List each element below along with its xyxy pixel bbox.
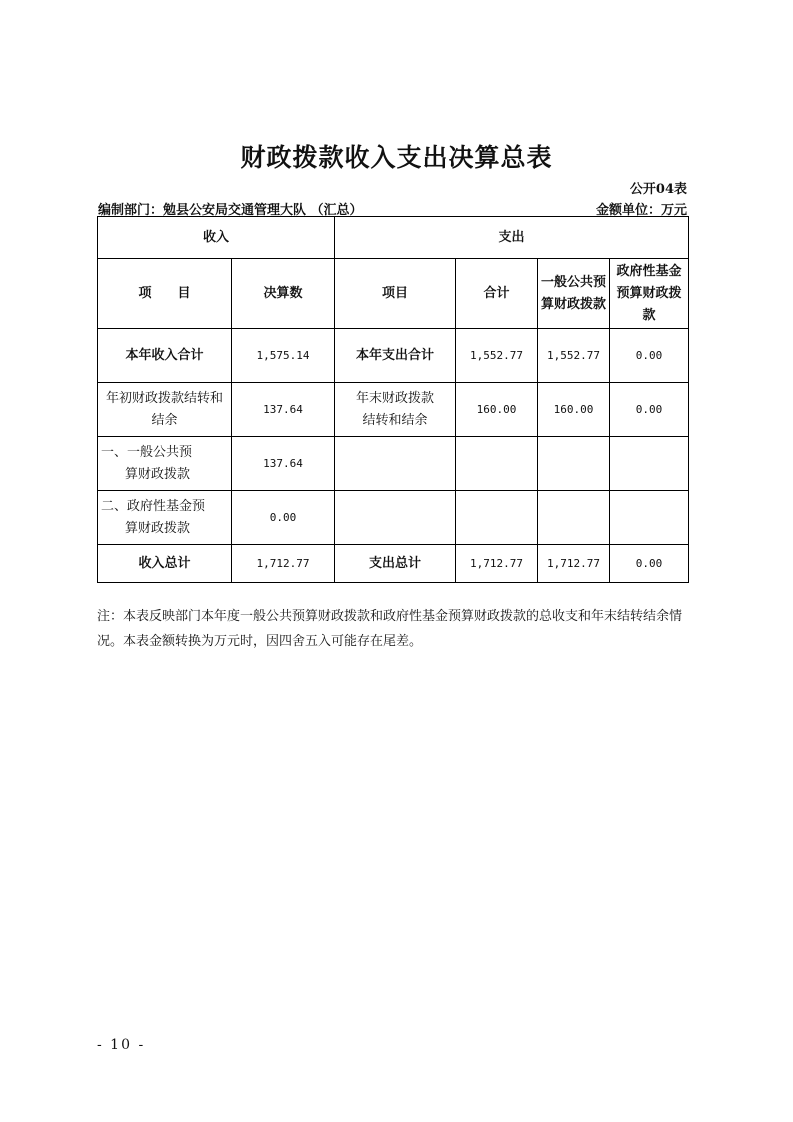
column-header-row [98, 259, 689, 329]
section-header-row [98, 217, 689, 259]
income-amount: 1,575.14 [232, 329, 335, 383]
gov-fund-amount: 0.00 [610, 329, 689, 383]
page-number: - 10 - [97, 1037, 146, 1053]
expense-item-line2: 结转和结余 [362, 412, 428, 428]
row-label-line1: 一、一般公共预 [101, 444, 193, 460]
income-amount: 0.00 [232, 491, 335, 545]
col-income-item: 项 目 [98, 259, 232, 329]
empty-cell [538, 491, 610, 545]
empty-cell [335, 491, 456, 545]
empty-cell [456, 491, 538, 545]
row-label: 年初财政拨款结转和结余 [98, 383, 232, 437]
total-amount: 1,552.77 [456, 329, 538, 383]
total-amount: 1,712.77 [456, 545, 538, 583]
form-number: 公开04表 [629, 182, 687, 197]
empty-cell [610, 437, 689, 491]
col-gov-fund: 政府性基金预算财政拨款 [610, 259, 689, 329]
row-label [98, 491, 232, 545]
page-title: 财政拨款收入支出决算总表 [240, 143, 553, 172]
expense-item: 本年支出合计 [335, 329, 456, 383]
expense-item: 支出总计 [335, 545, 456, 583]
row-label: 收入总计 [98, 545, 232, 583]
budget-table [97, 216, 689, 583]
empty-cell [335, 437, 456, 491]
expense-header: 支出 [335, 217, 689, 259]
general-amount: 1,552.77 [538, 329, 610, 383]
income-amount: 1,712.77 [232, 545, 335, 583]
row-label [98, 437, 232, 491]
table-row [98, 329, 689, 383]
row-label: 本年收入合计 [98, 329, 232, 383]
table-row [98, 383, 689, 437]
empty-cell [456, 437, 538, 491]
col-total: 合计 [456, 259, 538, 329]
expense-item [335, 383, 456, 437]
col-general-budget: 一般公共预算财政拨款 [538, 259, 610, 329]
table-row [98, 545, 689, 583]
total-amount: 160.00 [456, 383, 538, 437]
empty-cell [538, 437, 610, 491]
table-row [98, 437, 689, 491]
general-amount: 1,712.77 [538, 545, 610, 583]
income-amount: 137.64 [232, 383, 335, 437]
compiling-department: 编制部门：勉县公安局交通管理大队 （汇总） [98, 203, 363, 218]
income-header: 收入 [98, 217, 335, 259]
table-row [98, 491, 689, 545]
gov-fund-amount: 0.00 [610, 383, 689, 437]
row-label-line2: 算财政拨款 [125, 466, 191, 482]
table-note: 注：本表反映部门本年度一般公共预算财政拨款和政府性基金预算财政拨款的总收支和年末结转结余情况。本表金额转换为万元时，因四舍五入可能存在尾差。 [97, 609, 683, 649]
expense-item-line1: 年末财政拨款 [355, 390, 434, 406]
amount-unit: 金额单位：万元 [595, 203, 687, 218]
income-amount: 137.64 [232, 437, 335, 491]
general-amount: 160.00 [538, 383, 610, 437]
col-income-amount: 决算数 [232, 259, 335, 329]
row-label-line2: 算财政拨款 [125, 520, 191, 536]
col-expense-item: 项目 [335, 259, 456, 329]
empty-cell [610, 491, 689, 545]
row-label-line1: 二、政府性基金预 [101, 498, 206, 514]
gov-fund-amount: 0.00 [610, 545, 689, 583]
